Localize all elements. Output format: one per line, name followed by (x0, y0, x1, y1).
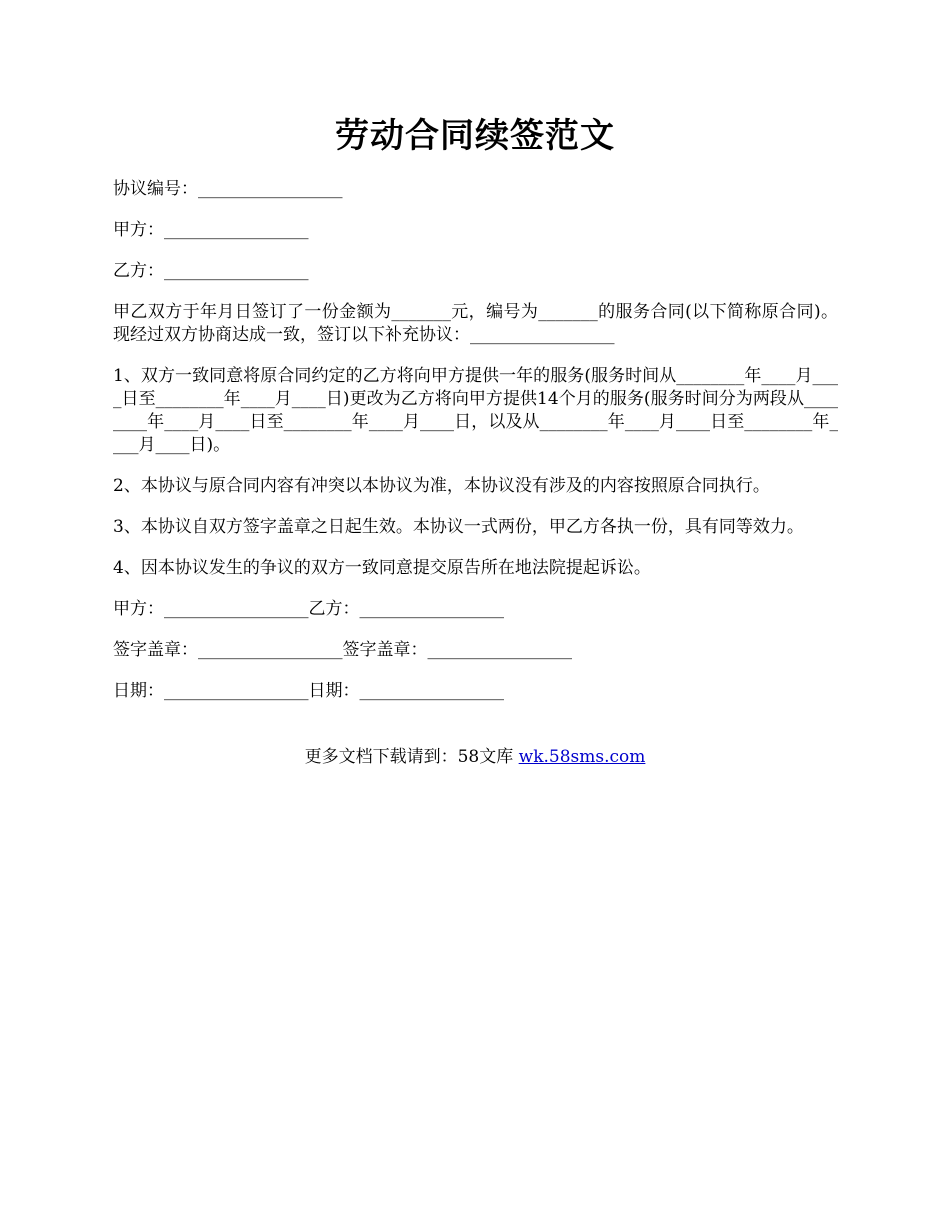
download-footer (0, 746, 950, 769)
document-title: 劳动合同续签范文 (335, 116, 615, 156)
clause-3: 3、本协议自双方签字盖章之日起生效。本协议一式两份，甲乙方各执一份，具有同等效力。 (113, 517, 804, 537)
signature-parties-line: 甲方：_________________乙方：_________________ (113, 599, 504, 619)
party-a-line: 甲方：_________________ (113, 220, 309, 240)
clause-2: 2、本协议与原合同内容有冲突以本协议为准，本协议没有涉及的内容按照原合同执行。 (113, 476, 770, 496)
footer-link[interactable]: wk.58sms.com (518, 747, 646, 767)
preamble-paragraph: 甲乙双方于年月日签订了一份金额为_______元，编号为_______的服务合同(以下简称原合同)。现经过双方协商达成一致，签订以下补充协议：_________________ (113, 302, 838, 345)
document-body (113, 178, 838, 721)
agreement-number-line: 协议编号：_________________ (113, 179, 343, 199)
footer-text: 更多文档下载请到：58文库 (304, 747, 519, 767)
party-b-line: 乙方：_________________ (113, 261, 309, 281)
clause-1: 1、双方一致同意将原合同约定的乙方将向甲方提供一年的服务(服务时间从________年____月____日至________年____月____日)更改为乙方将向甲方提供14个月的服务(服务时间分为两段从________年____月____日至________年____月____日，以及从________年____月____日至________年____月____日)。 (113, 366, 838, 455)
signature-date-line: 日期：_________________日期：_________________ (113, 681, 504, 701)
clause-4: 4、因本协议发生的争议的双方一致同意提交原告所在地法院提起诉讼。 (113, 558, 651, 578)
signature-seal-line: 签字盖章：_________________签字盖章：_________________ (113, 640, 572, 660)
